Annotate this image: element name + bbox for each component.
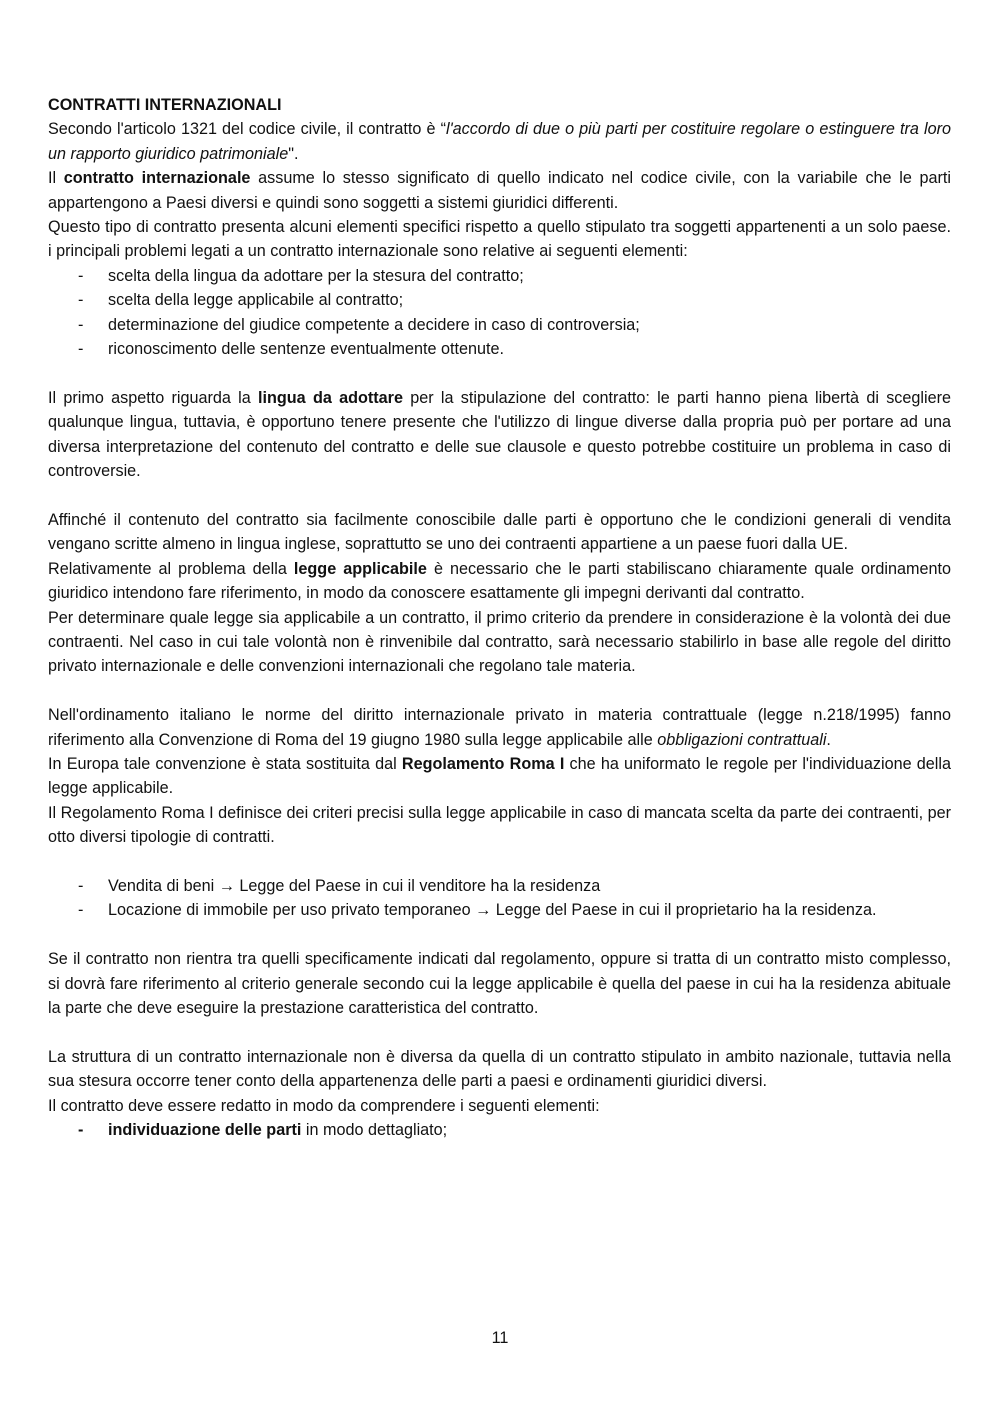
text-span: per la stipulazione del contratto: le parti hanno piena libertà di scegliere qualunque lingua, tuttavia, è opportuno tenere presente che l'utilizzo di lingue diverse dalla propria può per portare ad una diversa interpretazione del contenuto del contratto e delle sue clausole e questo potrebbe costituire un problema in caso di controversie. (48, 388, 951, 481)
list-item-text: scelta della legge applicabile al contratto; (108, 291, 404, 310)
paragraph-applicable-law (48, 557, 951, 606)
list-item-text: Vendita di beni → Legge del Paese in cui il venditore ha la residenza (108, 876, 601, 895)
text-span: In Europa tale convenzione è stata sostituita dal (48, 754, 402, 773)
contract-types-list (48, 874, 951, 923)
paragraph-spacer (48, 1020, 951, 1044)
elements-list (48, 1118, 951, 1142)
paragraph-elements-intro: Il contratto deve essere redatto in modo da comprendere i seguenti elementi: (48, 1096, 600, 1115)
text-span: che ha uniformato le regole per l'individuazione della legge applicabile. (48, 754, 952, 798)
dash-bullet: - (78, 291, 84, 310)
text-span: ". (288, 144, 299, 163)
list-item-text: scelta della lingua da adottare per la stesura del contratto; (108, 266, 524, 285)
paragraph-spacer (48, 679, 951, 703)
paragraph-general-conditions: Affinché il contenuto del contratto sia facilmente conoscibile dalle parti è opportuno che le condizioni generali di vendita vengano scritte almeno in lingua inglese, soprattutto se uno dei contraenti appartiene a un paese fuori dalla UE. (48, 510, 951, 554)
bold-term: Regolamento Roma I (401, 754, 565, 773)
text-span: Relativamente al problema della (48, 559, 294, 578)
dash-bullet: - (78, 315, 84, 334)
paragraph-international-contract (48, 166, 951, 215)
dash-bullet: - (78, 901, 84, 920)
list-item (48, 1118, 951, 1142)
paragraph-italian-law (48, 703, 951, 752)
text-span: assume lo stesso significato di quello indicato nel codice civile, con la variabile che le parti appartengono a Paesi diversi e quindi sono soggetti a sistemi giuridici differenti. (48, 169, 951, 212)
bold-term: lingua da adottare (258, 388, 403, 407)
text-span: . (826, 730, 831, 749)
paragraph-language (48, 386, 951, 484)
list-item-text: Locazione di immobile per uso privato temporaneo → Legge del Paese in cui il proprietario ha la residenza. (108, 901, 877, 920)
text-span: Il (48, 169, 64, 188)
paragraph-europe (48, 752, 951, 801)
dash-bullet: - (78, 876, 84, 895)
bold-term: legge applicabile (293, 559, 427, 578)
paragraph-spacer (48, 923, 951, 947)
text-span: Il primo aspetto riguarda la (48, 388, 259, 407)
paragraph-definition (48, 117, 951, 166)
paragraph-spacer (48, 850, 951, 874)
list-item (48, 874, 951, 898)
text-span: è necessario che le parti stabiliscano chiaramente quale ordinamento giuridico intendono fare riferimento, in modo da conoscere esattamente gli impegni derivanti dal contratto. (48, 559, 951, 603)
list-item-text: riconoscimento delle sentenze eventualmente ottenute. (108, 340, 504, 359)
italic-term: obbligazioni contrattuali (657, 730, 827, 749)
list-item-text: in modo dettagliato; (301, 1120, 448, 1139)
list-item (48, 264, 951, 288)
document-page (48, 93, 951, 1142)
paragraph-roma-i: Il Regolamento Roma I definisce dei criteri precisi sulla legge applicabile in caso di mancata scelta da parte dei contraenti, per otto diversi tipologie di contratti. (48, 803, 951, 847)
text-span: Secondo l'articolo 1321 del codice civile, il contratto è “ (48, 120, 446, 139)
paragraph-structure: La struttura di un contratto internazionale non è diversa da quella di un contratto stipulato in ambito nazionale, tuttavia nella sua stesura occorre tener conto della appartenenza delle parti a paesi e ordinamenti giuridici diversi. (48, 1047, 951, 1091)
italic-quote: l'accordo di due o più parti per costituire regolare o estinguere tra loro un rapporto giuridico patrimoniale (48, 120, 951, 163)
list-item (48, 313, 951, 337)
text-span: Nell'ordinamento italiano le norme del diritto internazionale privato in materia contrattuale (legge n.218/1995) fanno riferimento alla Convenzione di Roma del 19 giugno 1980 sulla legge applicabile alle (48, 706, 951, 749)
paragraph-spacer (48, 483, 951, 507)
paragraph-problems-intro: Questo tipo di contratto presenta alcuni elementi specifici rispetto a quello stipulato tra soggetti appartenenti a un solo paese. i principali problemi legati a un contratto internazionale sono relative ai seguenti elementi: (48, 218, 951, 261)
dash-bullet: - (78, 340, 84, 359)
list-item (48, 898, 951, 922)
dash-bullet: - (78, 266, 84, 285)
paragraph-spacer (48, 361, 951, 385)
problems-list (48, 264, 951, 362)
bold-term: individuazione delle parti (108, 1120, 302, 1139)
list-item-text: determinazione del giudice competente a decidere in caso di controversia; (108, 315, 640, 334)
document-title: CONTRATTI INTERNAZIONALI (48, 96, 282, 114)
dash-bullet: - (78, 1120, 84, 1139)
list-item (48, 337, 951, 361)
paragraph-criteria: Per determinare quale legge sia applicabile a un contratto, il primo criterio da prendere in considerazione è la volontà dei due contraenti. Nel caso in cui tale volontà non è rinvenibile dal contratto, sarà necessario stabilirlo in base alle regole del diritto privato internazionale e delle convenzioni internazionali che regolano tale materia. (48, 608, 951, 676)
page-number: 11 (491, 1329, 509, 1347)
paragraph-general-criterion: Se il contratto non rientra tra quelli specificamente indicati dal regolamento, oppure si tratta di un contratto misto complesso, si dovrà fare riferimento al criterio generale secondo cui la legge applicabile è quella del paese in cui ha la residenza abituale la parte che deve eseguire la prestazione caratteristica del contratto. (48, 950, 951, 1017)
bold-term: contratto internazionale (63, 169, 251, 188)
list-item (48, 288, 951, 312)
